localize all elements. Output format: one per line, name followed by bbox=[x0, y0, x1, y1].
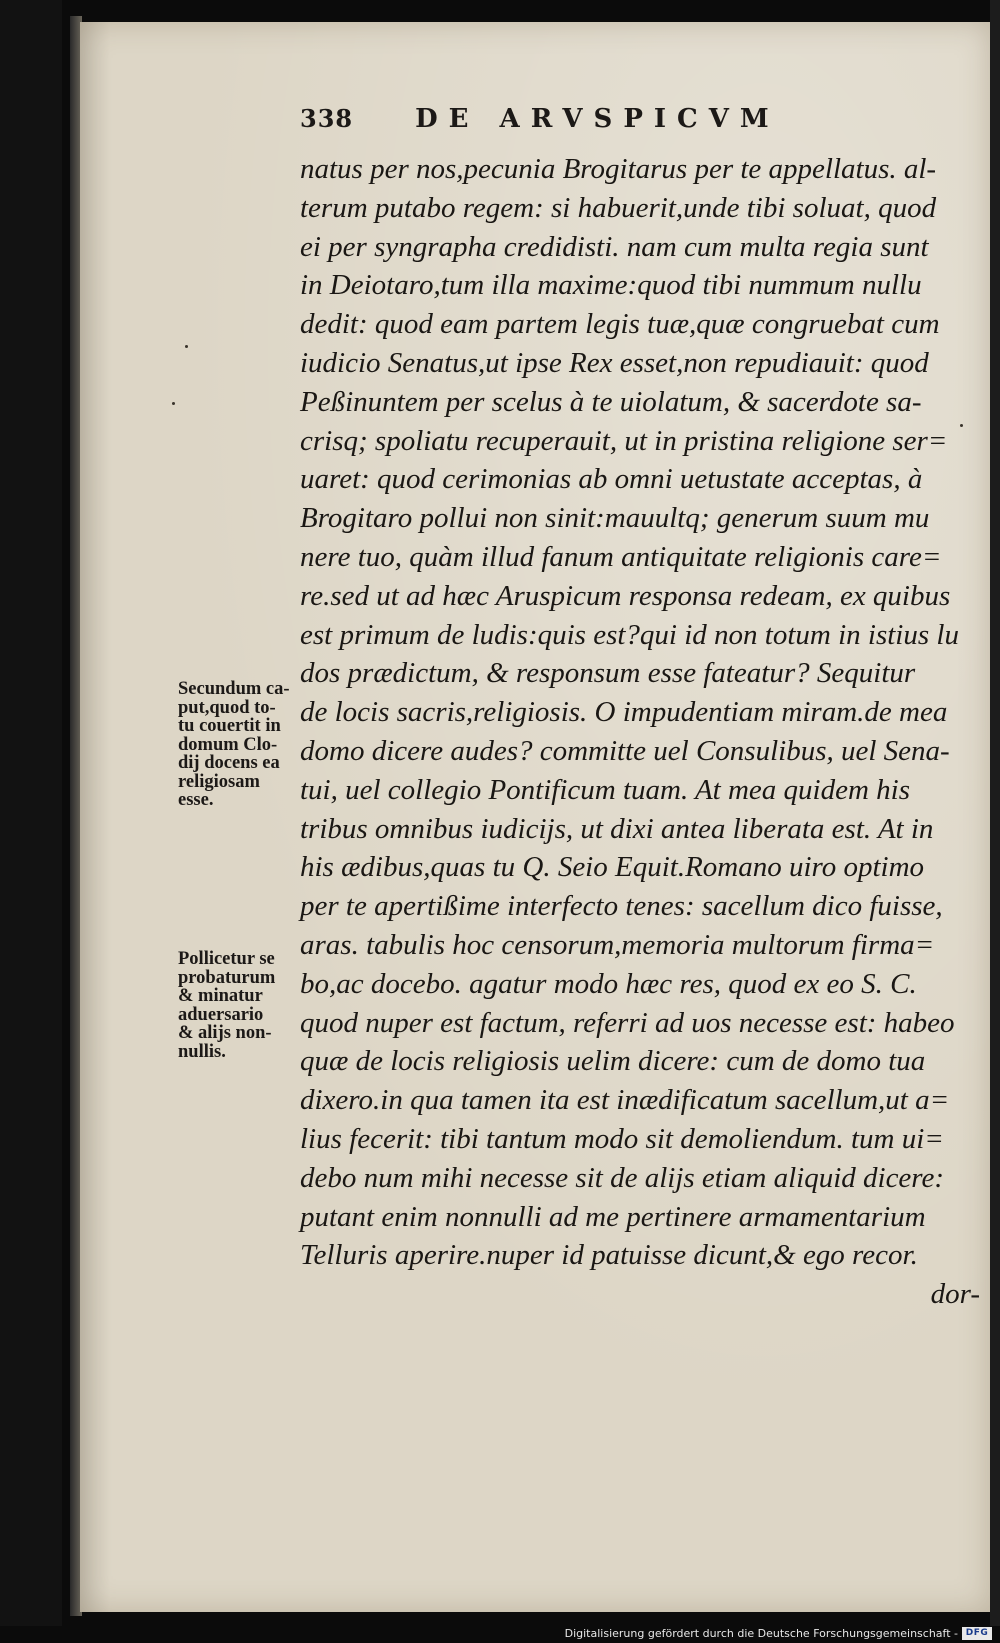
text-line: per te apertißime interfecto tenes: sacellum dico fuisse, bbox=[300, 890, 943, 923]
marginal-note-line: probaturum bbox=[178, 967, 276, 988]
text-line: putant enim nonnulli ad me pertinere armamentarium bbox=[300, 1200, 926, 1233]
marginal-note-line: put,quod to- bbox=[178, 697, 276, 718]
main-text-block bbox=[300, 150, 990, 1314]
text-line: domo dicere audes? committe uel Consulibus, uel Sena- bbox=[300, 734, 950, 767]
text-line: uaret: quod cerimonias ab omni uetustate acceptas, à bbox=[300, 463, 923, 496]
text-line: tribus omnibus iudicijs, ut dixi antea liberata est. At in bbox=[300, 812, 934, 845]
marginal-note-line: Pollicetur se bbox=[178, 949, 275, 969]
marginal-note-line: religiosam bbox=[178, 771, 260, 792]
page-header bbox=[300, 104, 820, 144]
text-line: terum putabo regem: si habuerit,unde tibi soluat, quod bbox=[300, 191, 937, 224]
ink-speck bbox=[172, 402, 175, 405]
text-line: bo,ac docebo. agatur modo hæc res, quod ex eo S. C. bbox=[300, 967, 917, 1000]
text-line: debo num mihi necesse sit de alijs etiam aliquid dicere: bbox=[300, 1161, 945, 1194]
text-line: est primum de ludis:quis est?qui id non totum in istius lu bbox=[300, 618, 959, 651]
page-number: 338 bbox=[300, 104, 354, 133]
text-line: Peßinuntem per scelus à te uiolatum, & sacerdote sa- bbox=[300, 385, 922, 418]
text-line: quæ de locis religiosis uelim dicere: cum de domo tua bbox=[300, 1045, 926, 1078]
marginal-note-line: dij docens ea bbox=[178, 753, 280, 773]
marginal-note-line: nullis. bbox=[178, 1041, 226, 1062]
marginal-note-line: tu couertit in bbox=[178, 716, 281, 736]
marginal-note-line: & alijs non- bbox=[178, 1023, 272, 1043]
text-line: de locis sacris,religiosis. O impudentiam miram.de mea bbox=[300, 696, 948, 729]
scan-background-right bbox=[990, 0, 1000, 1643]
text-line: natus per nos,pecunia Brogitarus per te appellatus. al- bbox=[300, 153, 937, 185]
marginal-note-line: & minatur bbox=[178, 986, 263, 1006]
text-line: dixero.in qua tamen ita est inædificatum sacellum,ut a= bbox=[300, 1084, 950, 1117]
text-line: quod nuper est factum, referri ad uos necesse est: habeo bbox=[300, 1006, 955, 1039]
text-line: Telluris aperire.nuper id patuisse dicunt,& ego recor. bbox=[300, 1239, 918, 1272]
text-line: tui, uel collegio Pontificum tuam. At mea quidem his bbox=[300, 773, 910, 806]
text-line: re.sed ut ad hæc Aruspicum responsa redeam, ex quibus bbox=[300, 579, 951, 612]
funding-credit: Digitalisierung gefördert durch die Deutsche Forschungsgemeinschaft - bbox=[564, 1627, 958, 1640]
ink-speck bbox=[185, 345, 188, 348]
text-line: dedit: quod eam partem legis tuæ,quæ congruebat cum bbox=[300, 308, 940, 341]
catchword: dor- bbox=[930, 1278, 980, 1311]
text-line: nere tuo, quàm illud fanum antiquitate religionis care= bbox=[300, 540, 942, 573]
marginal-note bbox=[178, 680, 310, 810]
marginal-note bbox=[178, 950, 310, 1061]
text-line: lius fecerit: tibi tantum modo sit demoliendum. tum ui= bbox=[300, 1122, 944, 1155]
marginal-note-line: Secundum ca- bbox=[178, 679, 290, 699]
text-line: ei per syngrapha credidisti. nam cum multa regia sunt bbox=[300, 230, 929, 263]
text-line: iudicio Senatus,ut ipse Rex esset,non repudiauit: quod bbox=[300, 346, 929, 379]
text-line: aras. tabulis hoc censorum,memoria multorum firma= bbox=[300, 928, 935, 961]
text-line: Brogitaro pollui non sinit:mauultq; generum suum mu bbox=[300, 502, 930, 535]
ink-speck bbox=[960, 424, 963, 427]
text-line: crisq; spoliatu recuperauit, ut in pristina religione ser= bbox=[300, 424, 948, 457]
scan-background-left bbox=[0, 0, 62, 1643]
marginal-note-line: esse. bbox=[178, 790, 214, 810]
dfg-logo: DFG bbox=[962, 1627, 992, 1640]
text-line: his ædibus,quas tu Q. Seio Equit.Romano uiro optimo bbox=[300, 851, 925, 884]
text-line: dos prædictum, & responsum esse fateatur? Sequitur bbox=[300, 657, 916, 690]
text-line: in Deiotaro,tum illa maxime:quod tibi nummum nullu bbox=[300, 269, 922, 302]
running-title: DE ARVSPICVM bbox=[415, 104, 780, 134]
marginal-note-line: aduersario bbox=[178, 1004, 264, 1025]
marginal-note-line: domum Clo- bbox=[178, 734, 278, 755]
